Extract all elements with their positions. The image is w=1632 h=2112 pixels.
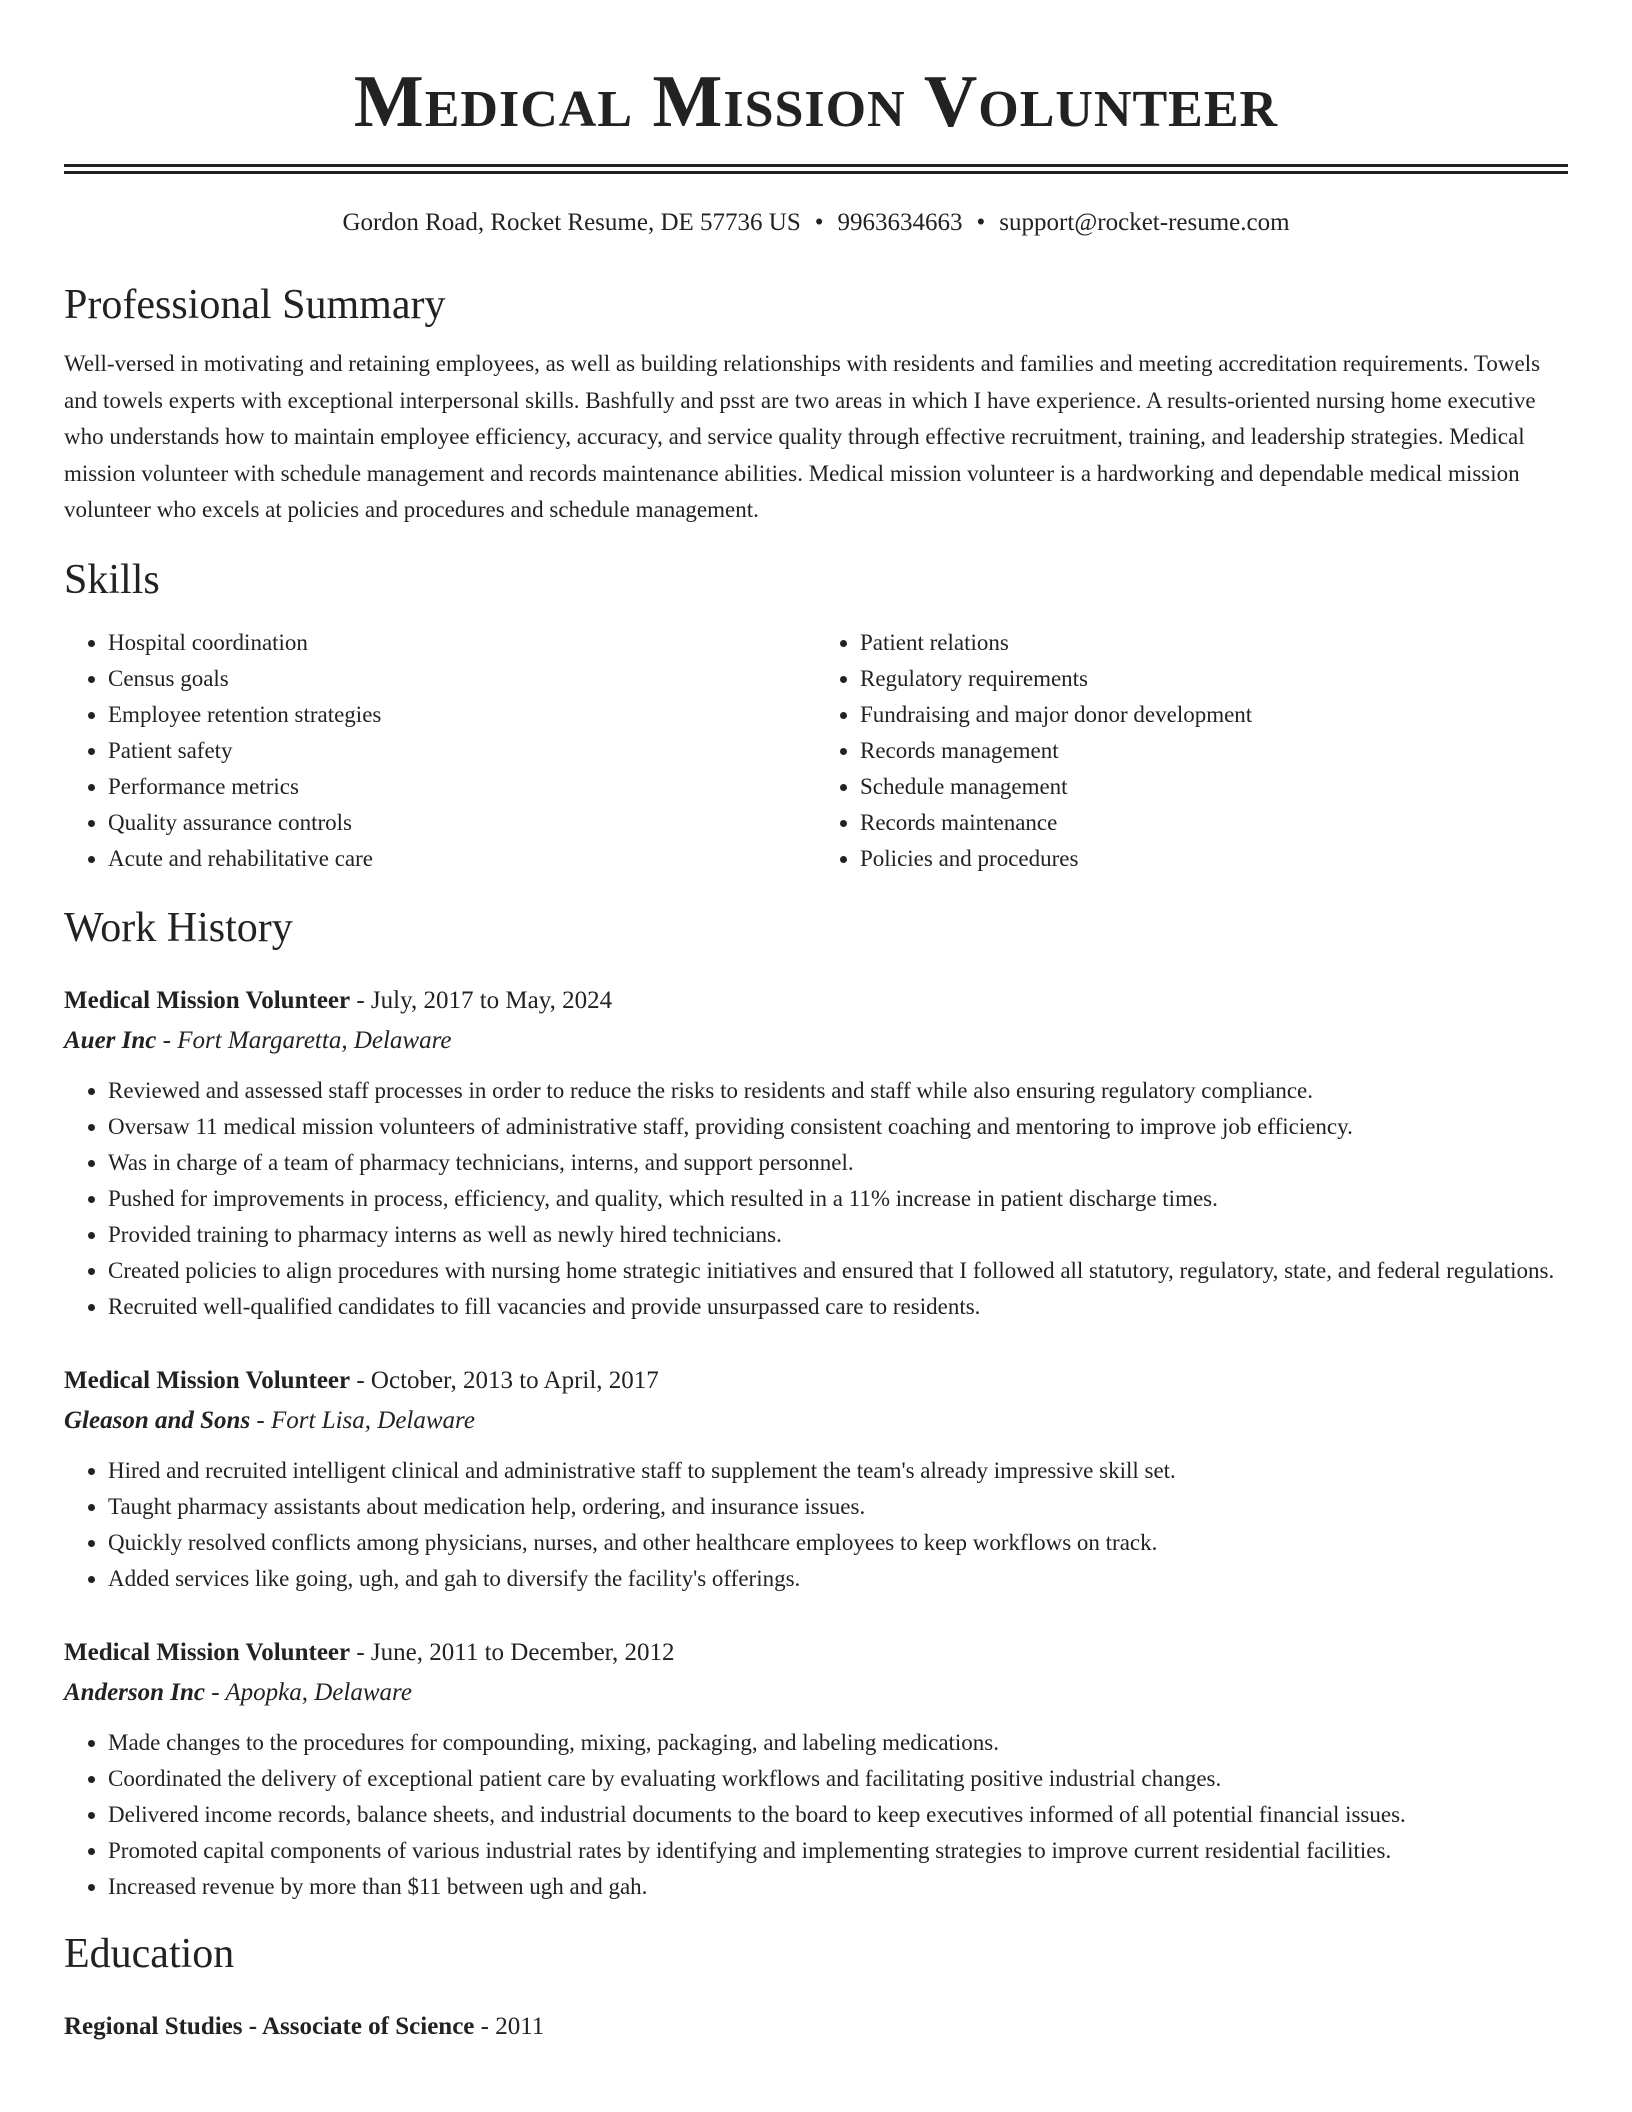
job-company-line [64,1401,1568,1441]
contact-email: support@rocket-resume.com [999,209,1290,236]
job-location: - Apopka, Delaware [205,1678,412,1706]
contact-phone: 9963634663 [837,209,963,236]
job-location: - Fort Lisa, Delaware [250,1406,475,1434]
job-entry [64,1633,1568,1905]
skill-item: • Acute and rehabilitative care [108,841,816,877]
job-bullet: • Delivered income records, balance sheets, and industrial documents to the board to keep executives informed of all potential financial issues. [108,1797,1568,1833]
skills-columns [64,625,1568,877]
skills-list-left [64,625,816,877]
job-dates: - July, 2017 to May, 2024 [350,986,613,1014]
job-bullet: • Made changes to the procedures for compounding, mixing, packaging, and labeling medications. [108,1725,1568,1761]
job-company: Auer Inc [64,1026,157,1054]
contact-line [64,206,1568,240]
education-entry [64,2007,1568,2047]
job-bullet: • Created policies to align procedures with nursing home strategic initiatives and ensured that I followed all statutory, regulatory, state, and federal regulations. [108,1253,1568,1289]
job-bullet: • Oversaw 11 medical mission volunteers of administrative staff, providing consistent coaching and mentoring to improve job efficiency. [108,1109,1568,1145]
job-bullet: • Hired and recruited intelligent clinical and administrative staff to supplement the team's already impressive skill set. [108,1453,1568,1489]
education-heading: Education [64,1930,235,1977]
work-history-heading: Work History [64,904,293,951]
summary-text: Well-versed in motivating and retaining employees, as well as building relationships with residents and families and meeting accreditation requirements. Towels and towels experts with exceptional interpersonal skills. Bashfully and psst are two areas in which I have experience. A results-oriented nursing home executive who understands how to maintain employee efficiency, accuracy, and service quality through effective recruitment, training, and leadership strategies. Medical mission volunteer with schedule management and records maintenance abilities. Medical mission volunteer is a hardworking and dependable medical mission volunteer who excels at policies and procedures and schedule management. [64,351,1541,522]
job-title-line [64,1361,1568,1401]
job-title-line [64,1633,1568,1673]
job-company: Anderson Inc [64,1678,206,1706]
job-title: Medical Mission Volunteer [64,1366,351,1394]
contact-address: Gordon Road, Rocket Resume, DE 57736 US [342,209,801,236]
skill-item: • Patient relations [860,625,1568,661]
skill-item: • Regulatory requirements [860,661,1568,697]
job-entry [64,1361,1568,1597]
job-bullet: • Provided training to pharmacy interns as well as newly hired technicians. [108,1217,1568,1253]
job-bullet: • Quickly resolved conflicts among physicians, nurses, and other healthcare employees to keep workflows on track. [108,1525,1568,1561]
job-dates: - June, 2011 to December, 2012 [350,1638,675,1666]
job-bullet: • Was in charge of a team of pharmacy technicians, interns, and support personnel. [108,1145,1568,1181]
skill-item: • Quality assurance controls [108,805,816,841]
skill-item: • Records management [860,733,1568,769]
skill-item: • Schedule management [860,769,1568,805]
header-double-rule [64,164,1568,174]
skills-heading: Skills [64,556,160,603]
resume-name: Medical Mission Volunteer [353,61,1279,143]
job-entry [64,981,1568,1325]
job-bullet: • Reviewed and assessed staff processes in order to reduce the risks to residents and staff while also ensuring regulatory compliance. [108,1073,1568,1109]
education-year: - 2011 [474,2012,545,2040]
job-bullet: • Promoted capital components of various industrial rates by identifying and implementing strategies to improve current residential facilities. [108,1833,1568,1869]
skill-item: • Fundraising and major donor development [860,697,1568,733]
job-bullet: • Added services like going, ugh, and gah to diversify the facility's offerings. [108,1561,1568,1597]
job-company-line [64,1673,1568,1713]
job-company-line [64,1021,1568,1061]
job-title-line [64,981,1568,1021]
contact-separator: • [814,209,824,236]
job-title: Medical Mission Volunteer [64,1638,351,1666]
contact-separator: • [976,209,986,236]
job-bullet: • Coordinated the delivery of exceptional patient care by evaluating workflows and facilitating positive industrial changes. [108,1761,1568,1797]
job-dates: - October, 2013 to April, 2017 [350,1366,659,1394]
skill-item: • Records maintenance [860,805,1568,841]
job-bullet: • Pushed for improvements in process, efficiency, and quality, which resulted in a 11% increase in patient discharge times. [108,1181,1568,1217]
skill-item: • Policies and procedures [860,841,1568,877]
skill-item: • Hospital coordination [108,625,816,661]
job-location: - Fort Margaretta, Delaware [156,1026,452,1054]
skill-item: • Performance metrics [108,769,816,805]
job-bullets [64,1725,1568,1905]
education-degree: Regional Studies - Associate of Science [64,2012,475,2040]
job-bullets [64,1073,1568,1325]
skills-list-right [816,625,1568,877]
job-bullet: • Recruited well-qualified candidates to fill vacancies and provide unsurpassed care to residents. [108,1289,1568,1325]
job-bullet: • Increased revenue by more than $11 between ugh and gah. [108,1869,1568,1905]
summary-heading: Professional Summary [64,282,446,328]
job-title: Medical Mission Volunteer [64,986,351,1014]
skill-item: • Employee retention strategies [108,697,816,733]
skill-item: • Census goals [108,661,816,697]
job-bullet: • Taught pharmacy assistants about medication help, ordering, and insurance issues. [108,1489,1568,1525]
job-company: Gleason and Sons [64,1406,251,1434]
job-bullets [64,1453,1568,1597]
skill-item: • Patient safety [108,733,816,769]
